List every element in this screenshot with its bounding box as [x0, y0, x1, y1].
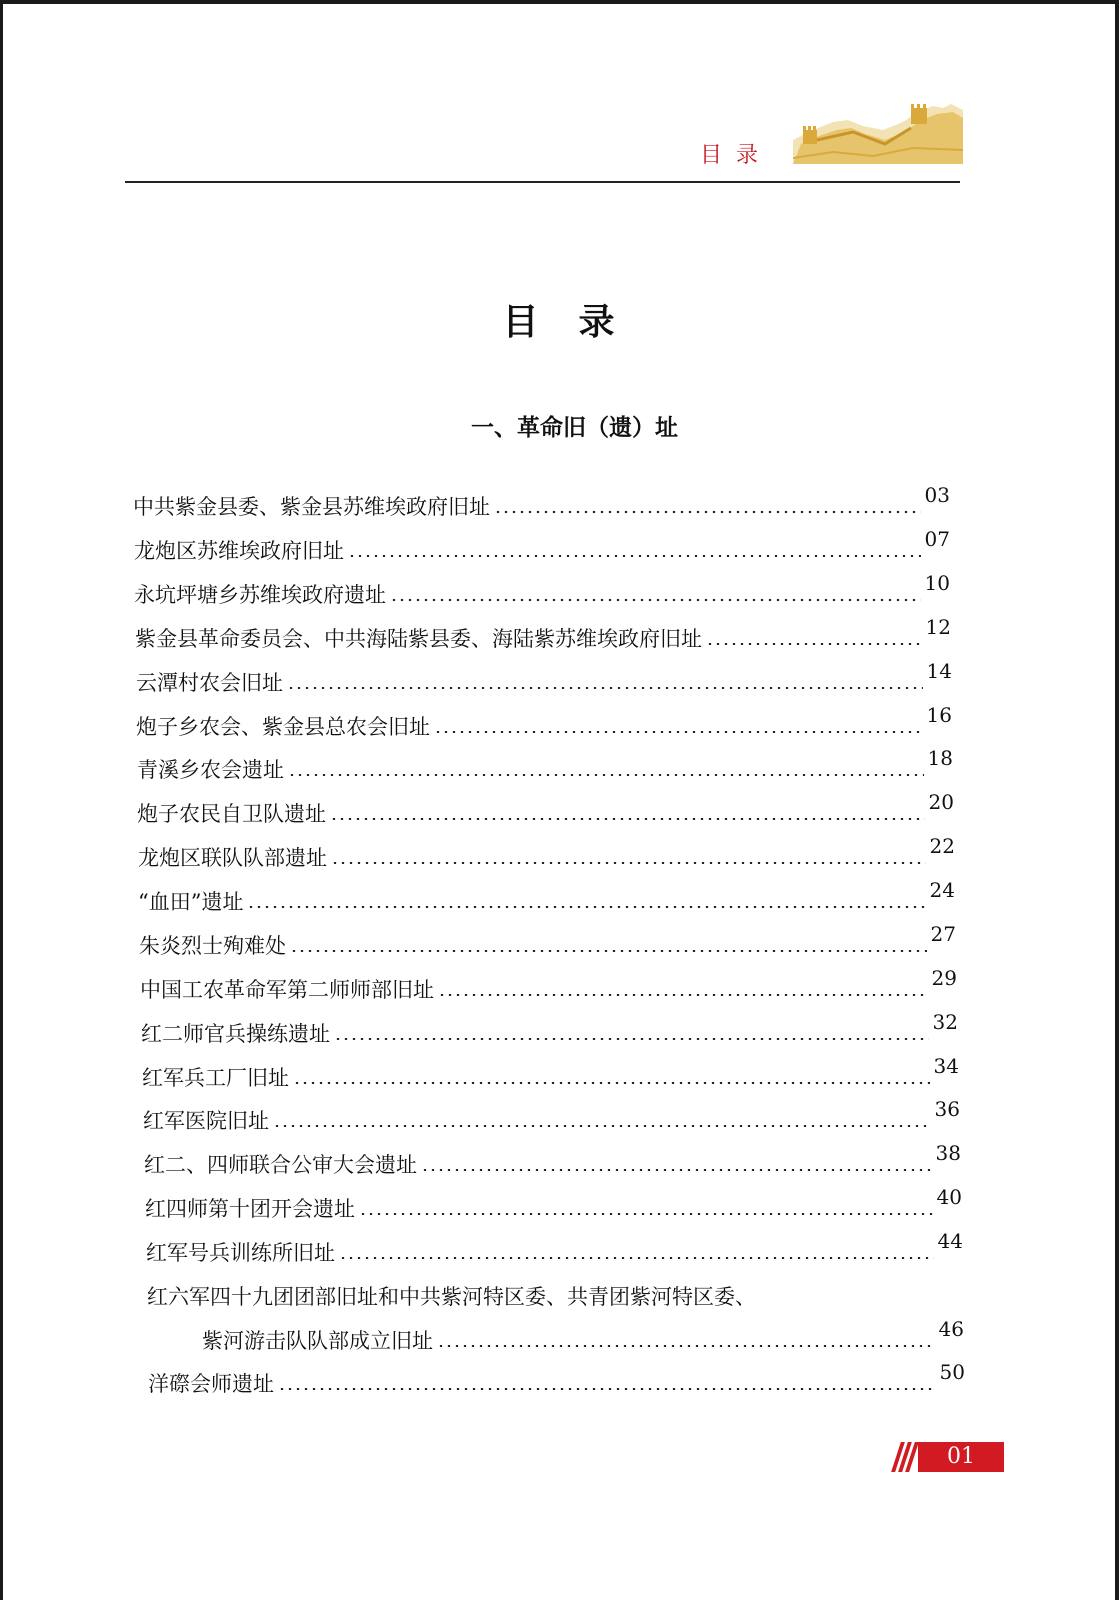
- toc-entry-title: 红军兵工厂旧址: [142, 1066, 289, 1090]
- leader-dots: [287, 687, 923, 689]
- toc-entry[interactable]: [202, 1317, 964, 1354]
- toc-entry-title: 永坑坪塘乡苏维埃政府遗址: [134, 583, 386, 607]
- toc-entry-title: 洋磜会师遗址: [148, 1372, 274, 1396]
- leader-dots: [421, 1169, 932, 1171]
- toc-entry-title: 青溪乡农会遗址: [137, 758, 284, 782]
- toc-entry[interactable]: [137, 790, 954, 827]
- toc-entry-page: 40: [936, 1185, 962, 1209]
- toc-entry-title: 紫河游击队队部成立旧址: [202, 1329, 433, 1353]
- toc-entry-page: 32: [932, 1010, 958, 1034]
- leader-dots: [288, 774, 924, 776]
- page-title: 目 录: [502, 302, 617, 343]
- toc-entry-title: “血田”遗址: [138, 890, 244, 914]
- leader-dots: [334, 1038, 929, 1040]
- toc-entry-page: 34: [933, 1054, 959, 1078]
- toc-entry-title: 炮子乡农会、紫金县总农会旧址: [136, 715, 430, 739]
- toc-entry-page: 29: [931, 966, 957, 990]
- toc-entry-page: 14: [926, 659, 952, 683]
- toc-entry-page: 38: [935, 1141, 961, 1165]
- toc-entry-title-line1: 红六军四十九团团部旧址和中共紫河特区委、共青团紫河特区委、: [147, 1285, 756, 1309]
- leader-dots: [359, 1213, 933, 1215]
- toc-entry-page: 44: [937, 1229, 963, 1253]
- toc-entry-title: 红二、四师联合公审大会遗址: [144, 1153, 417, 1177]
- toc-entry-title: 紫金县革命委员会、中共海陆紫县委、海陆紫苏维埃政府旧址: [135, 627, 702, 651]
- toc-entry-page: 18: [927, 746, 953, 770]
- toc-entry-title: 红军号兵训练所旧址: [146, 1241, 335, 1265]
- toc-entry[interactable]: [143, 1097, 960, 1134]
- toc-entry-title: 红二师官兵操练遗址: [141, 1022, 330, 1046]
- toc-entry[interactable]: [135, 615, 951, 652]
- toc-entry-page: 22: [929, 834, 955, 858]
- toc-entry-page: 24: [929, 878, 955, 902]
- leader-dots: [348, 555, 921, 557]
- toc-entry-title: 红军医院旧址: [143, 1109, 269, 1133]
- toc-entry[interactable]: [139, 922, 956, 959]
- toc-entry-title: 炮子农民自卫队遗址: [137, 802, 326, 826]
- toc-entry[interactable]: [142, 1054, 959, 1091]
- toc-entry[interactable]: [134, 571, 950, 608]
- slash-marks-icon: [896, 1442, 914, 1472]
- leader-dots: [390, 599, 921, 601]
- toc-entry[interactable]: [145, 1185, 962, 1222]
- toc-entry[interactable]: [138, 834, 955, 871]
- toc-entry-title: 龙炮区苏维埃政府旧址: [134, 539, 344, 563]
- leader-dots: [437, 1345, 935, 1347]
- toc-entry[interactable]: [137, 746, 953, 783]
- leader-dots: [494, 511, 921, 513]
- toc-entry-page: 46: [938, 1317, 964, 1341]
- toc-entry-page: 10: [924, 571, 950, 595]
- toc-entry[interactable]: [140, 966, 957, 1003]
- leader-dots: [434, 731, 923, 733]
- toc-entry[interactable]: [138, 878, 955, 915]
- leader-dots: [273, 1125, 931, 1127]
- toc-entry[interactable]: [133, 483, 950, 520]
- page-number-badge: [896, 1441, 1004, 1473]
- toc-entry-title: 朱炎烈士殉难处: [139, 934, 286, 958]
- toc-entry-page: 36: [934, 1097, 960, 1121]
- toc-entry-title: 中共紫金县委、紫金县苏维埃政府旧址: [133, 495, 490, 519]
- leader-dots: [330, 818, 925, 820]
- toc-entry-page: 07: [924, 527, 950, 551]
- leader-dots: [331, 862, 926, 864]
- section-heading: 一、革命旧（遗）址: [471, 415, 678, 441]
- toc-entry-page: 03: [924, 483, 950, 507]
- page-number: 01: [918, 1442, 1004, 1472]
- toc-entry-page: 12: [925, 615, 951, 639]
- toc-entry-title: 红四师第十团开会遗址: [145, 1197, 355, 1221]
- toc-entry[interactable]: [141, 1010, 958, 1047]
- leader-dots: [293, 1082, 930, 1084]
- running-head: 目录: [700, 143, 773, 168]
- toc-entry-title: 中国工农革命军第二师师部旧址: [140, 978, 434, 1002]
- toc-entry-page: 20: [928, 790, 954, 814]
- toc-entry[interactable]: [134, 527, 950, 564]
- toc-entry[interactable]: [136, 703, 952, 740]
- leader-dots: [278, 1388, 936, 1390]
- toc-entry[interactable]: [146, 1229, 963, 1266]
- toc-entry-title: 云潭村农会旧址: [136, 671, 283, 695]
- toc-entry[interactable]: [144, 1141, 961, 1178]
- leader-dots: [290, 950, 927, 952]
- leader-dots: [339, 1257, 934, 1259]
- toc-entry-page: 16: [926, 703, 952, 727]
- toc-entry[interactable]: [136, 659, 952, 696]
- leader-dots: [706, 643, 922, 645]
- leader-dots: [438, 994, 928, 996]
- toc-entry-title: 龙炮区联队队部遗址: [138, 846, 327, 870]
- toc-entry-page: 27: [930, 922, 956, 946]
- toc-entry-page: 50: [939, 1360, 965, 1384]
- toc-entry[interactable]: [148, 1360, 965, 1397]
- leader-dots: [247, 906, 925, 908]
